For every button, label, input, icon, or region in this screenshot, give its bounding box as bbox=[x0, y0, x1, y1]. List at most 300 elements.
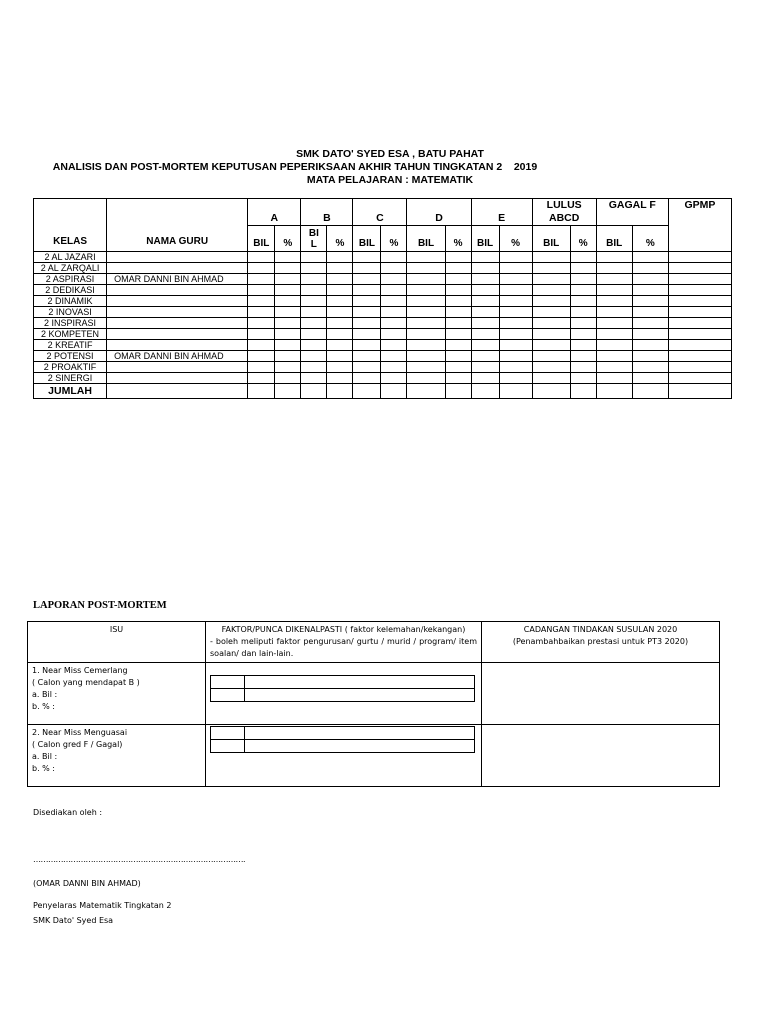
kelas-cell: 2 INSPIRASI bbox=[34, 318, 107, 329]
value-cell[interactable] bbox=[327, 263, 353, 274]
value-cell[interactable] bbox=[632, 285, 668, 296]
value-cell[interactable] bbox=[248, 362, 275, 373]
value-cell[interactable] bbox=[499, 351, 532, 362]
faktor-no-cell[interactable] bbox=[211, 676, 245, 689]
value-cell[interactable] bbox=[381, 373, 407, 384]
faktor-text-cell[interactable] bbox=[245, 740, 475, 753]
value-cell[interactable] bbox=[471, 274, 499, 285]
value-cell[interactable] bbox=[532, 340, 570, 351]
guru-cell bbox=[107, 296, 248, 307]
value-cell[interactable] bbox=[499, 373, 532, 384]
subject-title: MATA PELAJARAN : MATEMATIK bbox=[306, 174, 474, 186]
value-cell[interactable] bbox=[668, 318, 731, 329]
value-cell[interactable] bbox=[327, 307, 353, 318]
value-cell[interactable] bbox=[632, 329, 668, 340]
sub-pct: % bbox=[381, 226, 407, 252]
value-cell[interactable] bbox=[445, 351, 471, 362]
value-cell[interactable] bbox=[353, 307, 381, 318]
value-cell[interactable] bbox=[570, 263, 596, 274]
table-row bbox=[34, 362, 732, 373]
value-cell[interactable] bbox=[596, 274, 632, 285]
value-cell[interactable] bbox=[499, 252, 532, 263]
value-cell[interactable] bbox=[632, 307, 668, 318]
value-cell[interactable] bbox=[632, 296, 668, 307]
value-cell[interactable] bbox=[632, 351, 668, 362]
value-cell[interactable] bbox=[471, 351, 499, 362]
kelas-cell: 2 DINAMIK bbox=[34, 296, 107, 307]
value-cell[interactable] bbox=[499, 318, 532, 329]
pm-header-isu bbox=[28, 622, 206, 663]
jumlah-cell[interactable] bbox=[407, 384, 445, 399]
value-cell[interactable] bbox=[632, 274, 668, 285]
faktor-text-cell[interactable] bbox=[245, 689, 475, 702]
value-cell[interactable] bbox=[381, 329, 407, 340]
jumlah-cell[interactable] bbox=[499, 384, 532, 399]
value-cell[interactable] bbox=[632, 373, 668, 384]
jumlah-cell[interactable] bbox=[107, 384, 248, 399]
header-grade-e: E bbox=[471, 199, 532, 226]
value-cell[interactable] bbox=[570, 307, 596, 318]
value-cell[interactable] bbox=[275, 329, 301, 340]
pm-header-isu-label: ISU bbox=[109, 625, 124, 634]
value-cell[interactable] bbox=[632, 263, 668, 274]
value-cell[interactable] bbox=[471, 296, 499, 307]
guru-cell bbox=[107, 340, 248, 351]
pm-header-faktor-line2: - boleh meliputi faktor pengurusan/ gurtu / murid / program/ item soalan/ dan lain-lain. bbox=[210, 637, 477, 658]
value-cell[interactable] bbox=[471, 263, 499, 274]
issue-title: 2. Near Miss Menguasai bbox=[32, 728, 128, 737]
value-cell[interactable] bbox=[632, 318, 668, 329]
faktor-grid bbox=[210, 726, 475, 753]
value-cell[interactable] bbox=[407, 252, 445, 263]
header-gpmp: GPMP bbox=[668, 199, 731, 252]
value-cell[interactable] bbox=[248, 307, 275, 318]
header-grade-c: C bbox=[353, 199, 407, 226]
value-cell[interactable] bbox=[596, 329, 632, 340]
value-cell[interactable] bbox=[532, 362, 570, 373]
value-cell[interactable] bbox=[632, 362, 668, 373]
value-cell[interactable] bbox=[327, 340, 353, 351]
value-cell[interactable] bbox=[248, 351, 275, 362]
value-cell[interactable] bbox=[327, 329, 353, 340]
sub-bil: BIL bbox=[248, 226, 275, 252]
value-cell[interactable] bbox=[499, 263, 532, 274]
value-cell[interactable] bbox=[275, 351, 301, 362]
value-cell[interactable] bbox=[445, 340, 471, 351]
guru-cell bbox=[107, 263, 248, 274]
value-cell[interactable] bbox=[407, 351, 445, 362]
analysis-title: ANALISIS DAN POST-MORTEM KEPUTUSAN PEPERIKSAAN AKHIR TAHUN TINGKATAN 2 2019 bbox=[52, 161, 538, 173]
value-cell[interactable] bbox=[353, 274, 381, 285]
pm-header-cadangan bbox=[482, 622, 720, 663]
kelas-cell: 2 PROAKTIF bbox=[34, 362, 107, 373]
value-cell[interactable] bbox=[445, 263, 471, 274]
sub-bil: BIL bbox=[407, 226, 445, 252]
value-cell[interactable] bbox=[301, 296, 327, 307]
value-cell[interactable] bbox=[445, 285, 471, 296]
sub-pct: % bbox=[275, 226, 301, 252]
value-cell[interactable] bbox=[471, 340, 499, 351]
guru-cell: OMAR DANNI BIN AHMAD bbox=[107, 274, 248, 285]
value-cell[interactable] bbox=[275, 285, 301, 296]
issue-criteria: ( Calon yang mendapat B ) bbox=[32, 678, 140, 687]
value-cell[interactable] bbox=[471, 318, 499, 329]
value-cell[interactable] bbox=[570, 329, 596, 340]
value-cell[interactable] bbox=[532, 274, 570, 285]
value-cell[interactable] bbox=[353, 329, 381, 340]
value-cell[interactable] bbox=[407, 285, 445, 296]
guru-cell bbox=[107, 307, 248, 318]
pm-issue-1 bbox=[28, 663, 206, 725]
value-cell[interactable] bbox=[381, 252, 407, 263]
header-grade-a: A bbox=[248, 199, 301, 226]
pm-header-faktor bbox=[206, 622, 482, 663]
sub-pct: % bbox=[499, 226, 532, 252]
value-cell[interactable] bbox=[301, 307, 327, 318]
sub-pct: % bbox=[327, 226, 353, 252]
value-cell[interactable] bbox=[532, 285, 570, 296]
faktor-grid bbox=[210, 675, 475, 702]
jumlah-cell[interactable] bbox=[275, 384, 301, 399]
jumlah-cell[interactable] bbox=[668, 384, 731, 399]
value-cell[interactable] bbox=[327, 362, 353, 373]
signatory-position: Penyelaras Matematik Tingkatan 2 bbox=[33, 901, 172, 910]
value-cell[interactable] bbox=[570, 351, 596, 362]
guru-cell bbox=[107, 362, 248, 373]
guru-cell bbox=[107, 373, 248, 384]
guru-cell bbox=[107, 285, 248, 296]
value-cell[interactable] bbox=[668, 351, 731, 362]
value-cell[interactable] bbox=[596, 252, 632, 263]
value-cell[interactable] bbox=[471, 373, 499, 384]
issue-title: 1. Near Miss Cemerlang bbox=[32, 666, 128, 675]
value-cell[interactable] bbox=[301, 362, 327, 373]
jumlah-cell[interactable] bbox=[327, 384, 353, 399]
value-cell[interactable] bbox=[499, 307, 532, 318]
value-cell[interactable] bbox=[248, 274, 275, 285]
value-cell[interactable] bbox=[445, 296, 471, 307]
value-cell[interactable] bbox=[596, 296, 632, 307]
value-cell[interactable] bbox=[632, 252, 668, 263]
value-cell[interactable] bbox=[570, 318, 596, 329]
value-cell[interactable] bbox=[596, 340, 632, 351]
value-cell[interactable] bbox=[471, 252, 499, 263]
value-cell[interactable] bbox=[407, 318, 445, 329]
value-cell[interactable] bbox=[532, 307, 570, 318]
header-kelas: KELAS bbox=[34, 199, 107, 252]
value-cell[interactable] bbox=[353, 340, 381, 351]
value-cell[interactable] bbox=[668, 252, 731, 263]
value-cell[interactable] bbox=[499, 340, 532, 351]
value-cell[interactable] bbox=[353, 318, 381, 329]
value-cell[interactable] bbox=[301, 340, 327, 351]
value-cell[interactable] bbox=[353, 362, 381, 373]
value-cell[interactable] bbox=[301, 373, 327, 384]
jumlah-cell[interactable] bbox=[570, 384, 596, 399]
results-table bbox=[33, 198, 732, 399]
value-cell[interactable] bbox=[407, 263, 445, 274]
value-cell[interactable] bbox=[499, 362, 532, 373]
value-cell[interactable] bbox=[301, 263, 327, 274]
sub-pct: % bbox=[632, 226, 668, 252]
jumlah-cell[interactable] bbox=[596, 384, 632, 399]
value-cell[interactable] bbox=[445, 274, 471, 285]
value-cell[interactable] bbox=[668, 263, 731, 274]
signatory-school: SMK Dato' Syed Esa bbox=[33, 916, 114, 925]
issue-pct: b. % : bbox=[32, 702, 56, 711]
kelas-cell: 2 DEDIKASI bbox=[34, 285, 107, 296]
sub-bil: BIL bbox=[353, 226, 381, 252]
value-cell[interactable] bbox=[301, 351, 327, 362]
value-cell[interactable] bbox=[570, 340, 596, 351]
kelas-cell: 2 SINERGI bbox=[34, 373, 107, 384]
header-lulus-abcd: LULUS ABCD bbox=[532, 199, 596, 226]
jumlah-cell[interactable] bbox=[301, 384, 327, 399]
value-cell[interactable] bbox=[327, 296, 353, 307]
sub-pct: % bbox=[570, 226, 596, 252]
value-cell[interactable] bbox=[532, 329, 570, 340]
value-cell[interactable] bbox=[248, 252, 275, 263]
value-cell[interactable] bbox=[327, 373, 353, 384]
value-cell[interactable] bbox=[381, 274, 407, 285]
faktor-text-cell[interactable] bbox=[245, 727, 475, 740]
sub-bil: BIL bbox=[471, 226, 499, 252]
table-row bbox=[34, 274, 732, 285]
jumlah-cell[interactable] bbox=[248, 384, 275, 399]
value-cell[interactable] bbox=[532, 318, 570, 329]
jumlah-cell[interactable] bbox=[353, 384, 381, 399]
value-cell[interactable] bbox=[407, 274, 445, 285]
value-cell[interactable] bbox=[596, 373, 632, 384]
value-cell[interactable] bbox=[248, 340, 275, 351]
pm-issue-2 bbox=[28, 725, 206, 787]
value-cell[interactable] bbox=[381, 362, 407, 373]
value-cell[interactable] bbox=[570, 252, 596, 263]
kelas-cell: 2 KOMPETEN bbox=[34, 329, 107, 340]
value-cell[interactable] bbox=[327, 318, 353, 329]
table-row bbox=[34, 307, 732, 318]
value-cell[interactable] bbox=[353, 373, 381, 384]
signatory-name: (OMAR DANNI BIN AHMAD) bbox=[33, 879, 141, 888]
value-cell[interactable] bbox=[445, 329, 471, 340]
value-cell[interactable] bbox=[499, 285, 532, 296]
value-cell[interactable] bbox=[407, 340, 445, 351]
table-row bbox=[34, 252, 732, 263]
value-cell[interactable] bbox=[668, 296, 731, 307]
value-cell[interactable] bbox=[632, 340, 668, 351]
value-cell[interactable] bbox=[327, 274, 353, 285]
value-cell[interactable] bbox=[248, 318, 275, 329]
value-cell[interactable] bbox=[471, 362, 499, 373]
value-cell[interactable] bbox=[248, 285, 275, 296]
value-cell[interactable] bbox=[353, 263, 381, 274]
value-cell[interactable] bbox=[570, 285, 596, 296]
faktor-no-cell[interactable] bbox=[211, 689, 245, 702]
value-cell[interactable] bbox=[532, 252, 570, 263]
value-cell[interactable] bbox=[668, 340, 731, 351]
guru-cell bbox=[107, 318, 248, 329]
value-cell[interactable] bbox=[499, 296, 532, 307]
value-cell[interactable] bbox=[532, 263, 570, 274]
value-cell[interactable] bbox=[407, 329, 445, 340]
value-cell[interactable] bbox=[248, 373, 275, 384]
value-cell[interactable] bbox=[248, 263, 275, 274]
value-cell[interactable] bbox=[275, 296, 301, 307]
value-cell[interactable] bbox=[570, 274, 596, 285]
header-gagal-f: GAGAL F bbox=[596, 199, 668, 226]
value-cell[interactable] bbox=[353, 351, 381, 362]
postmortem-table bbox=[27, 621, 720, 787]
sub-pct: % bbox=[445, 226, 471, 252]
value-cell[interactable] bbox=[381, 263, 407, 274]
value-cell[interactable] bbox=[381, 340, 407, 351]
value-cell[interactable] bbox=[275, 263, 301, 274]
value-cell[interactable] bbox=[570, 296, 596, 307]
value-cell[interactable] bbox=[353, 285, 381, 296]
value-cell[interactable] bbox=[471, 285, 499, 296]
pm-header-cadangan-line1: CADANGAN TINDAKAN SUSULAN 2020 bbox=[523, 625, 678, 634]
value-cell[interactable] bbox=[275, 274, 301, 285]
sub-bil: BIL bbox=[596, 226, 632, 252]
kelas-cell: 2 AL ZARQALI bbox=[34, 263, 107, 274]
issue-bil: a. Bil : bbox=[32, 690, 58, 699]
value-cell[interactable] bbox=[471, 329, 499, 340]
value-cell[interactable] bbox=[301, 285, 327, 296]
value-cell[interactable] bbox=[596, 362, 632, 373]
value-cell[interactable] bbox=[381, 351, 407, 362]
value-cell[interactable] bbox=[532, 351, 570, 362]
value-cell[interactable] bbox=[532, 296, 570, 307]
postmortem-title: LAPORAN POST-MORTEM bbox=[33, 600, 167, 611]
value-cell[interactable] bbox=[407, 296, 445, 307]
value-cell[interactable] bbox=[570, 362, 596, 373]
value-cell[interactable] bbox=[471, 307, 499, 318]
guru-cell bbox=[107, 252, 248, 263]
value-cell[interactable] bbox=[596, 285, 632, 296]
prepared-by-label: Disediakan oleh : bbox=[33, 808, 103, 817]
kelas-cell: 2 INOVASI bbox=[34, 307, 107, 318]
faktor-text-cell[interactable] bbox=[245, 676, 475, 689]
value-cell[interactable] bbox=[275, 318, 301, 329]
value-cell[interactable] bbox=[668, 329, 731, 340]
value-cell[interactable] bbox=[248, 296, 275, 307]
value-cell[interactable] bbox=[327, 252, 353, 263]
value-cell[interactable] bbox=[301, 329, 327, 340]
pm-cadangan-1[interactable] bbox=[482, 663, 720, 725]
header-nama-guru: NAMA GURU bbox=[107, 199, 248, 252]
school-title: SMK DATO' SYED ESA , BATU PAHAT bbox=[296, 148, 484, 160]
value-cell[interactable] bbox=[668, 285, 731, 296]
value-cell[interactable] bbox=[596, 318, 632, 329]
table-row bbox=[34, 318, 732, 329]
value-cell[interactable] bbox=[275, 307, 301, 318]
faktor-no-cell[interactable] bbox=[211, 727, 245, 740]
jumlah-cell[interactable] bbox=[632, 384, 668, 399]
value-cell[interactable] bbox=[301, 252, 327, 263]
jumlah-cell[interactable] bbox=[532, 384, 570, 399]
jumlah-label: JUMLAH bbox=[34, 384, 107, 399]
value-cell[interactable] bbox=[381, 285, 407, 296]
table-row bbox=[34, 329, 732, 340]
pm-faktor-1 bbox=[206, 663, 482, 725]
value-cell[interactable] bbox=[275, 373, 301, 384]
issue-criteria: ( Calon gred F / Gagal) bbox=[32, 740, 123, 749]
sub-bil-b: BI L bbox=[301, 226, 327, 252]
issue-pct: b. % : bbox=[32, 764, 56, 773]
value-cell[interactable] bbox=[532, 373, 570, 384]
kelas-cell: 2 AL JAZARI bbox=[34, 252, 107, 263]
value-cell[interactable] bbox=[327, 285, 353, 296]
table-row bbox=[34, 351, 732, 362]
jumlah-cell[interactable] bbox=[445, 384, 471, 399]
value-cell[interactable] bbox=[381, 296, 407, 307]
value-cell[interactable] bbox=[353, 252, 381, 263]
value-cell[interactable] bbox=[596, 263, 632, 274]
value-cell[interactable] bbox=[668, 362, 731, 373]
table-row bbox=[34, 263, 732, 274]
value-cell[interactable] bbox=[445, 373, 471, 384]
jumlah-cell[interactable] bbox=[471, 384, 499, 399]
value-cell[interactable] bbox=[668, 307, 731, 318]
value-cell[interactable] bbox=[248, 329, 275, 340]
pm-header-cadangan-line2: (Penambahbaikan prestasi untuk PT3 2020) bbox=[512, 637, 689, 646]
kelas-cell: 2 KREATIF bbox=[34, 340, 107, 351]
value-cell[interactable] bbox=[353, 296, 381, 307]
value-cell[interactable] bbox=[445, 307, 471, 318]
value-cell[interactable] bbox=[407, 362, 445, 373]
issue-bil: a. Bil : bbox=[32, 752, 58, 761]
kelas-cell: 2 ASPIRASI bbox=[34, 274, 107, 285]
value-cell[interactable] bbox=[570, 373, 596, 384]
jumlah-cell[interactable] bbox=[381, 384, 407, 399]
value-cell[interactable] bbox=[668, 373, 731, 384]
value-cell[interactable] bbox=[301, 274, 327, 285]
value-cell[interactable] bbox=[499, 329, 532, 340]
header-grade-d: D bbox=[407, 199, 471, 226]
value-cell[interactable] bbox=[407, 307, 445, 318]
pm-faktor-2 bbox=[206, 725, 482, 787]
value-cell[interactable] bbox=[381, 307, 407, 318]
kelas-cell: 2 POTENSI bbox=[34, 351, 107, 362]
header-grade-b: B bbox=[301, 199, 353, 226]
signature-line: …………………………………………………………………………. bbox=[33, 855, 246, 864]
value-cell[interactable] bbox=[499, 274, 532, 285]
value-cell[interactable] bbox=[596, 307, 632, 318]
pm-cadangan-2[interactable] bbox=[482, 725, 720, 787]
value-cell[interactable] bbox=[407, 373, 445, 384]
jumlah-row bbox=[34, 384, 732, 399]
table-row bbox=[34, 340, 732, 351]
value-cell[interactable] bbox=[275, 252, 301, 263]
value-cell[interactable] bbox=[668, 274, 731, 285]
guru-cell: OMAR DANNI BIN AHMAD bbox=[107, 351, 248, 362]
table-row bbox=[34, 285, 732, 296]
sub-bil: BIL bbox=[532, 226, 570, 252]
value-cell[interactable] bbox=[327, 351, 353, 362]
table-row bbox=[34, 296, 732, 307]
table-row bbox=[34, 373, 732, 384]
faktor-no-cell[interactable] bbox=[211, 740, 245, 753]
value-cell[interactable] bbox=[445, 252, 471, 263]
value-cell[interactable] bbox=[445, 362, 471, 373]
value-cell[interactable] bbox=[275, 340, 301, 351]
value-cell[interactable] bbox=[445, 318, 471, 329]
pm-header-faktor-line1: FAKTOR/PUNCA DIKENALPASTI ( faktor kelemahan/kekangan) bbox=[221, 625, 466, 634]
value-cell[interactable] bbox=[301, 318, 327, 329]
value-cell[interactable] bbox=[381, 318, 407, 329]
value-cell[interactable] bbox=[596, 351, 632, 362]
value-cell[interactable] bbox=[275, 362, 301, 373]
